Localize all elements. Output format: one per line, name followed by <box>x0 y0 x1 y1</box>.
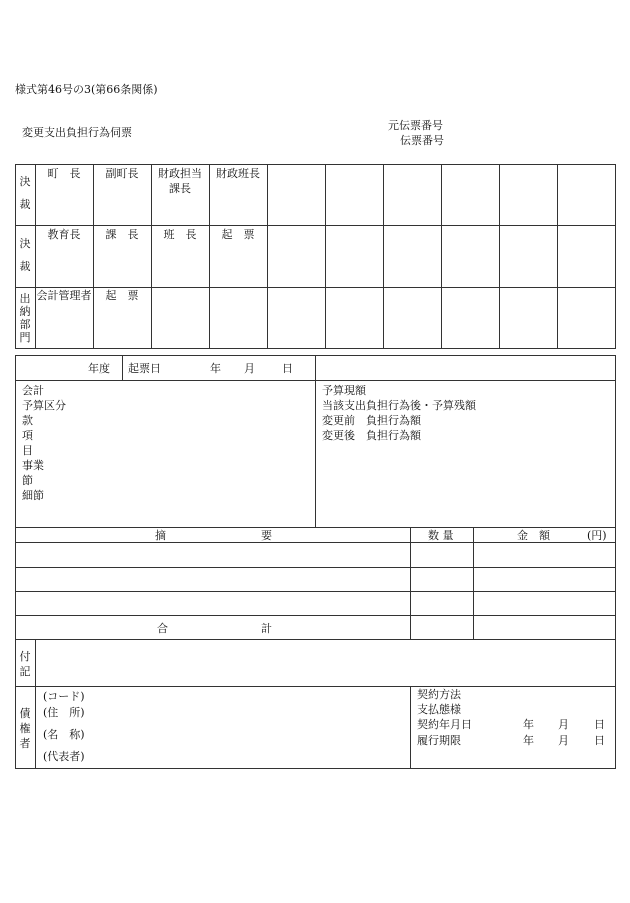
contract-date-label: 契約年月日 <box>417 718 472 731</box>
treasury-label: 出 納 部 門 <box>19 292 31 344</box>
fiscal-year-label: 年度 <box>88 362 110 375</box>
header-amount: 金 額 <box>517 529 550 542</box>
role-deputy-mayor: 副町長 <box>105 167 139 180</box>
role-mayor: 町 長 <box>47 167 81 180</box>
header-quantity: 数 量 <box>428 529 454 542</box>
header-description-a: 摘 <box>155 529 166 542</box>
payment-mode-label: 支払態様 <box>417 703 461 716</box>
item-kan: 款 <box>22 414 33 427</box>
creditor-address-label: (住 所) <box>43 706 85 719</box>
item-budget-category: 予算区分 <box>22 399 66 412</box>
deadline-year-unit: 年 <box>523 734 534 747</box>
role-team-chief: 班 長 <box>163 228 197 241</box>
contract-year-unit: 年 <box>523 718 534 731</box>
item-before-change: 変更前 負担行為額 <box>322 414 421 427</box>
year-unit: 年 <box>210 362 221 375</box>
creditor-name-label: (名 称) <box>43 728 85 741</box>
item-account: 会計 <box>22 384 44 397</box>
contract-method-label: 契約方法 <box>417 688 461 701</box>
notes-label: 付 記 <box>19 650 31 678</box>
role-drafter: 起 票 <box>221 228 255 241</box>
role-education-chief: 教育長 <box>47 228 81 241</box>
deadline-label: 履行期限 <box>417 734 461 747</box>
contract-day-unit: 日 <box>594 718 605 731</box>
item-moku: 目 <box>22 444 33 457</box>
item-current-budget: 予算現額 <box>322 384 366 397</box>
creditor-label: 債 権 者 <box>19 707 31 750</box>
deadline-month-unit: 月 <box>558 734 569 747</box>
decision-label-2: 決 裁 <box>19 237 31 273</box>
draft-date-label: 起票日 <box>128 362 161 375</box>
total-label-a: 合 <box>157 622 168 635</box>
role-drafter-treasury: 起 票 <box>105 289 139 302</box>
role-finance-manager: 財政担当 課長 <box>158 167 202 195</box>
original-slip-number-label: 元伝票番号 <box>388 119 443 132</box>
item-saisetsu: 細節 <box>22 489 44 502</box>
form-title: 変更支出負担行為伺票 <box>22 126 132 139</box>
item-project: 事業 <box>22 459 44 472</box>
slip-number-label: 伝票番号 <box>400 134 444 147</box>
role-accounting-manager: 会計管理者 <box>36 289 92 302</box>
item-remaining-budget: 当該支出負担行為後・予算残額 <box>322 399 476 412</box>
contract-month-unit: 月 <box>558 718 569 731</box>
role-section-manager: 課 長 <box>105 228 139 241</box>
header-description-b: 要 <box>261 529 272 542</box>
item-setsu: 節 <box>22 474 33 487</box>
item-after-change: 変更後 負担行為額 <box>322 429 421 442</box>
budget-classification-list <box>22 383 66 503</box>
approval-grid <box>15 164 616 349</box>
deadline-day-unit: 日 <box>594 734 605 747</box>
header-yen-unit: (円) <box>587 529 607 542</box>
creditor-representative-label: (代表者) <box>43 750 85 763</box>
role-finance-section-chief: 財政班長 <box>216 167 260 180</box>
decision-label-1: 決 裁 <box>19 175 31 211</box>
month-unit: 月 <box>244 362 255 375</box>
form-code: 様式第46号の3(第66条関係) <box>15 83 158 96</box>
creditor-code-label: (コード) <box>43 690 85 703</box>
total-label-b: 計 <box>261 622 272 635</box>
item-kou: 項 <box>22 429 33 442</box>
budget-amounts-list <box>322 383 476 443</box>
day-unit: 日 <box>282 362 293 375</box>
